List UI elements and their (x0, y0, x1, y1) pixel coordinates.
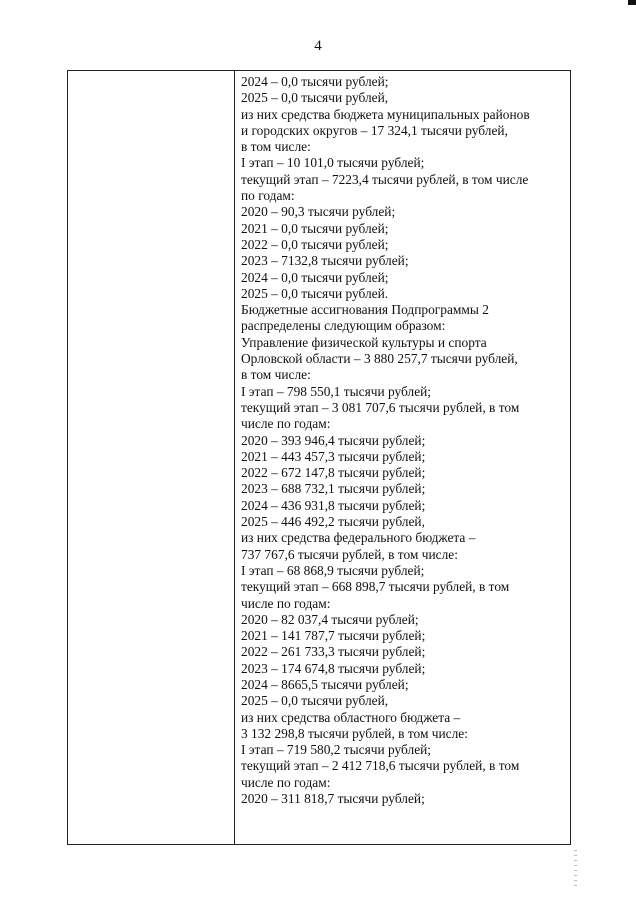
text-line: 2024 – 8665,5 тысячи рублей; (241, 676, 409, 692)
text-line: текущий этап – 7223,4 тысячи рублей, в том числе (241, 171, 529, 187)
scan-artifact (574, 850, 577, 890)
table-right-cell (241, 74, 571, 807)
text-line: числе по годам: (241, 416, 331, 432)
text-line: 2020 – 311 818,7 тысячи рублей; (241, 791, 425, 807)
text-line: распределены следующим образом: (241, 318, 446, 334)
text-line: I этап – 10 101,0 тысячи рублей; (241, 155, 425, 171)
text-line: из них средства областного бюджета – (241, 709, 461, 725)
text-line: текущий этап – 668 898,7 тысячи рублей, в том (241, 579, 510, 595)
text-line: текущий этап – 2 412 718,6 тысячи рублей, в том (241, 758, 520, 774)
text-line: 2025 – 446 492,2 тысячи рублей, (241, 514, 425, 530)
text-line: 2022 – 261 733,3 тысячи рублей; (241, 644, 426, 660)
text-line: из них средства бюджета муниципальных районов (241, 106, 530, 122)
text-line: 2023 – 7132,8 тысячи рублей; (241, 253, 409, 269)
text-line: текущий этап – 3 081 707,6 тысячи рублей, в том (241, 399, 520, 415)
text-line: 2022 – 0,0 тысячи рублей; (241, 236, 389, 252)
text-line: 2020 – 393 946,4 тысячи рублей; (241, 432, 426, 448)
text-line: в том числе: (241, 367, 311, 383)
text-line: в том числе: (241, 139, 311, 155)
text-line: Бюджетные ассигнования Подпрограммы 2 (241, 302, 489, 318)
text-line: I этап – 719 580,2 тысячи рублей; (241, 742, 432, 758)
text-line: 737 767,6 тысячи рублей, в том числе: (241, 546, 458, 562)
text-line: Орловской области – 3 880 257,7 тысячи рублей, (241, 351, 518, 367)
document-table (67, 70, 571, 845)
text-line: I этап – 68 868,9 тысячи рублей; (241, 562, 425, 578)
text-line: I этап – 798 550,1 тысячи рублей; (241, 383, 432, 399)
text-line: 2024 – 0,0 тысячи рублей; (241, 269, 389, 285)
text-line: числе по годам: (241, 774, 331, 790)
text-line: и городских округов – 17 324,1 тысячи рублей, (241, 122, 508, 138)
text-line: 2024 – 0,0 тысячи рублей; (241, 74, 389, 89)
text-line: числе по годам: (241, 595, 331, 611)
text-line: 2021 – 141 787,7 тысячи рублей; (241, 628, 426, 644)
text-line: из них средства федерального бюджета – (241, 530, 476, 546)
text-line: 2023 – 688 732,1 тысячи рублей; (241, 481, 426, 497)
text-line: 2025 – 0,0 тысячи рублей, (241, 693, 389, 709)
text-line: 2022 – 672 147,8 тысячи рублей; (241, 465, 426, 481)
column-divider (234, 71, 235, 844)
text-line: Управление физической культуры и спорта (241, 334, 487, 350)
text-line: 2021 – 443 457,3 тысячи рублей; (241, 448, 426, 464)
text-line: 2024 – 436 931,8 тысячи рублей; (241, 497, 426, 513)
text-line: 2021 – 0,0 тысячи рублей; (241, 220, 389, 236)
text-line: 3 132 298,8 тысячи рублей, в том числе: (241, 725, 468, 741)
page-number: 4 (314, 38, 322, 54)
text-line: 2023 – 174 674,8 тысячи рублей; (241, 660, 426, 676)
text-line: по годам: (241, 188, 295, 204)
text-line: 2025 – 0,0 тысячи рублей. (241, 285, 389, 301)
text-line: 2020 – 90,3 тысячи рублей; (241, 204, 396, 220)
text-line: 2025 – 0,0 тысячи рублей, (241, 90, 389, 106)
text-line: 2020 – 82 037,4 тысячи рублей; (241, 611, 419, 627)
scan-corner-mark (628, 0, 636, 5)
